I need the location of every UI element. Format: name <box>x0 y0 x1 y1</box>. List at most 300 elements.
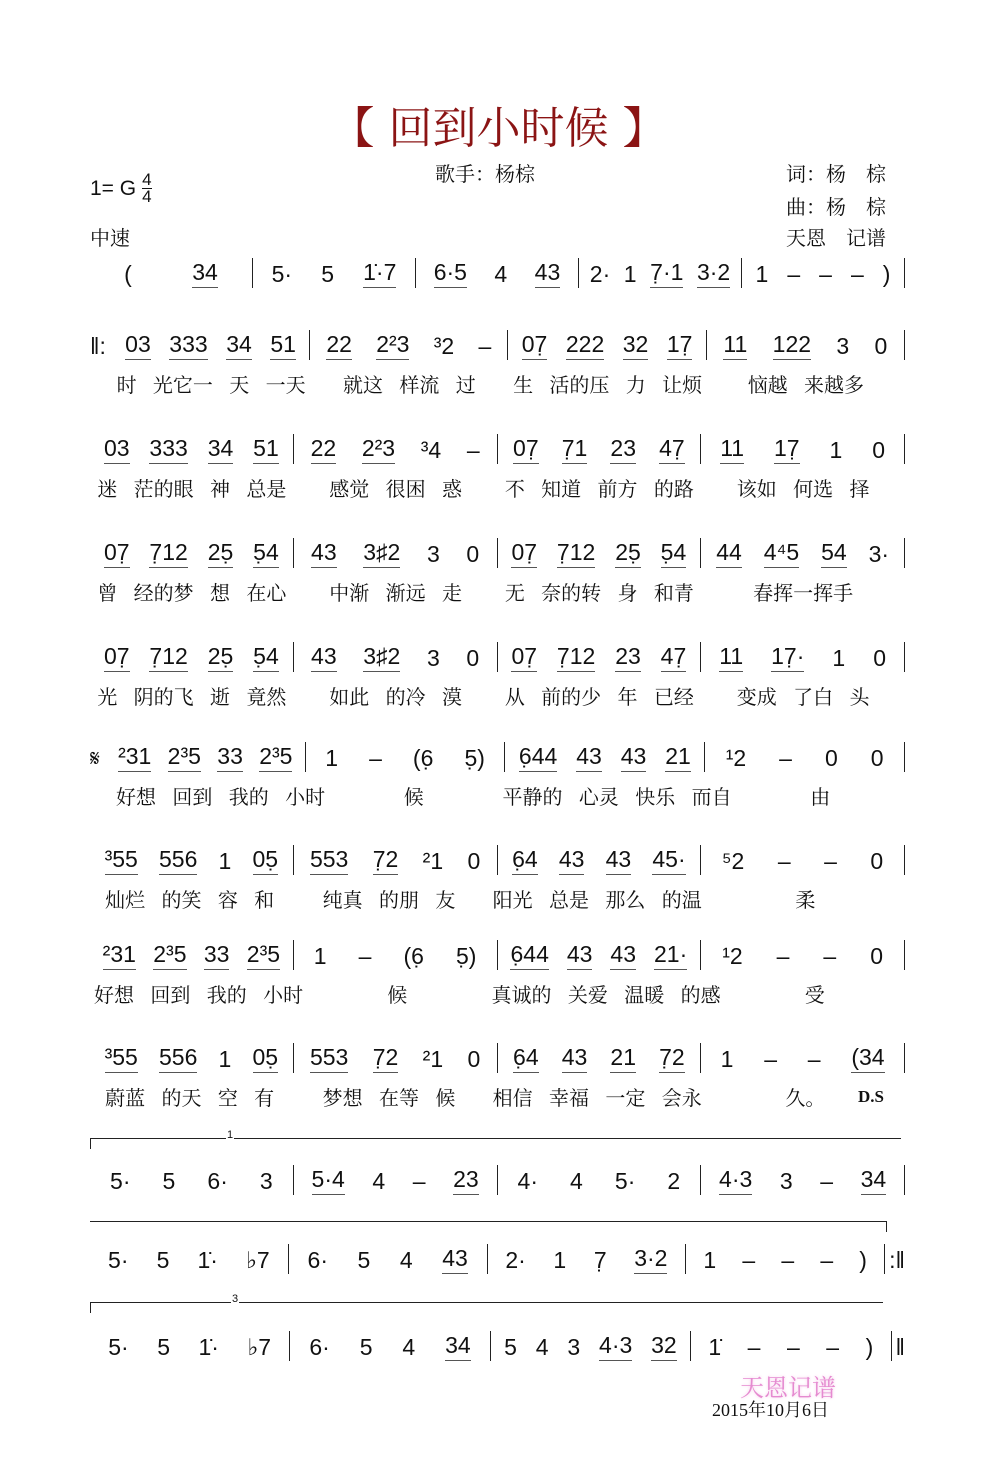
lyric-text: 中渐 渐远 走 <box>329 581 462 605</box>
note: 5 <box>357 1247 371 1273</box>
volta-bracket-3 <box>90 1293 883 1313</box>
staff-line <box>90 1244 905 1274</box>
measure <box>691 1331 891 1361</box>
staff-line <box>90 940 905 1008</box>
note: 1̇ <box>708 1334 722 1360</box>
note: 1̇· <box>198 1334 219 1360</box>
note: 1 <box>325 745 338 771</box>
note: 32 <box>651 1332 677 1361</box>
lyric-text: 如此 的冷 漠 <box>329 685 462 709</box>
note: 07̣ <box>511 539 537 568</box>
note: 44 <box>716 539 742 568</box>
note: 2³5 <box>153 941 186 970</box>
note: 5· <box>271 261 293 287</box>
measure <box>90 940 294 970</box>
note: 2³5 <box>247 941 280 970</box>
note: 1 <box>218 848 232 874</box>
lyric-text: 真诚的 关爱 温暖 的感 <box>491 983 721 1007</box>
measure <box>290 1331 490 1361</box>
note: 3 <box>259 1168 273 1194</box>
measure <box>701 642 905 672</box>
note: 07̣ <box>104 643 130 672</box>
lyric-measure <box>498 578 702 606</box>
note: 07̣ <box>511 643 537 672</box>
lyric-text: 感觉 很困 惑 <box>329 477 462 501</box>
measure <box>294 642 498 672</box>
notation-row <box>90 845 905 875</box>
note: 5 <box>504 1334 517 1360</box>
note: 7̣12 <box>557 643 595 672</box>
lyric-measure <box>701 682 905 710</box>
measure <box>90 538 294 568</box>
note: 43 <box>576 743 602 772</box>
note: 1 <box>832 645 846 671</box>
note: ⁵2 <box>722 848 745 874</box>
measure <box>701 940 905 970</box>
lyric-text: 相信 幸福 一定 会永 <box>492 1086 702 1110</box>
lyric-text: 好想 回到 我的 小时 <box>94 983 304 1007</box>
measure <box>294 1165 498 1195</box>
note: 22 <box>326 331 352 360</box>
note: 5̣4 <box>253 539 279 568</box>
note: 0 <box>870 745 884 771</box>
note: 5̣) <box>464 745 485 771</box>
note: 6· <box>207 1168 228 1194</box>
note: 4 <box>570 1168 583 1194</box>
note: 5̣) <box>456 943 477 969</box>
note: ³55 <box>105 846 138 875</box>
note: 43 <box>442 1245 468 1274</box>
measure <box>498 538 702 568</box>
staff-line <box>90 845 905 913</box>
note: 556 <box>159 846 197 875</box>
note: – <box>478 333 492 359</box>
lyric-measure <box>725 980 905 1008</box>
note: 0 <box>870 943 883 969</box>
staff-line <box>90 1043 905 1111</box>
lyric-measure <box>289 885 488 913</box>
watermark: 天恩记谱 <box>740 1374 836 1402</box>
measure <box>498 1043 702 1073</box>
lyric-text: 阳光 总是 那么 的温 <box>492 888 702 912</box>
notation-row <box>90 538 905 568</box>
note: (6̣ <box>412 745 434 771</box>
lyric-measure <box>310 370 508 398</box>
note: 7̣12 <box>149 539 187 568</box>
note: 4 <box>372 1168 386 1194</box>
measure <box>701 538 905 568</box>
lyric-measure <box>701 474 905 502</box>
lyric-text: 变成 了白 头 <box>736 685 870 709</box>
note: 4·3 <box>719 1166 752 1195</box>
note: ( <box>124 261 132 287</box>
note: 4 <box>494 261 508 287</box>
measure <box>90 642 294 672</box>
note: 7̣1 <box>562 435 588 464</box>
note: 0 <box>466 541 480 567</box>
notation-row <box>90 434 905 464</box>
note: 43 <box>606 846 632 875</box>
measure <box>498 940 702 970</box>
notation-row <box>90 940 905 970</box>
lyric-text: 好想 回到 我的 小时 <box>116 785 326 809</box>
note: 5· <box>110 1168 131 1194</box>
lyric-measure <box>329 782 498 810</box>
lyric-measure <box>90 578 294 606</box>
time-bottom: 4 <box>142 187 152 206</box>
note: 6̣4 <box>513 1044 539 1073</box>
note: ³2 <box>433 333 455 359</box>
measure <box>498 642 702 672</box>
time-signature <box>142 172 151 205</box>
lyrics-row <box>90 885 905 913</box>
lyric-measure <box>707 370 905 398</box>
note: ¹2 <box>725 745 747 771</box>
note: 222 <box>566 331 604 360</box>
note: 5· <box>614 1168 636 1194</box>
lyric-text: 从 前的少 年 已经 <box>504 685 694 709</box>
lyric-measure <box>112 370 310 398</box>
note: – <box>823 943 837 969</box>
note: 0 <box>870 848 884 874</box>
note: 23 <box>453 1166 479 1195</box>
note: ♭7 <box>247 1334 272 1360</box>
lyric-text: 时 光它一 天 一天 <box>116 373 306 397</box>
measure <box>112 330 310 360</box>
measure <box>498 845 702 875</box>
note: ²1 <box>422 848 444 874</box>
lyric-measure <box>294 682 498 710</box>
lyric-text: 就这 样流 过 <box>343 373 476 397</box>
lyric-text: 无 奈的转 身 和青 <box>504 581 694 605</box>
note: 1 <box>829 437 843 463</box>
note: 17̣ <box>667 331 693 360</box>
note: – <box>787 261 801 287</box>
note: 33 <box>217 743 243 772</box>
note: – <box>412 1168 426 1194</box>
measure <box>90 258 253 288</box>
lyric-measure <box>90 682 294 710</box>
measure <box>701 1043 905 1073</box>
measure <box>707 330 905 360</box>
note: – <box>779 745 792 771</box>
lyrics-row <box>90 578 905 606</box>
note: 7̣·1 <box>650 259 683 288</box>
lyric-measure <box>509 370 707 398</box>
repeat-start-sign: 𝄋 <box>90 745 100 771</box>
note: 7̣2 <box>659 1044 685 1073</box>
note: – <box>764 1046 777 1072</box>
note: 1 <box>553 1247 567 1273</box>
lyric-measure <box>307 980 487 1008</box>
note: 34 <box>445 1332 471 1361</box>
staff-line <box>90 1331 905 1361</box>
key: 1= G <box>90 176 137 200</box>
measure <box>294 1043 498 1073</box>
note: 51 <box>253 435 279 464</box>
note: 333 <box>149 435 187 464</box>
note: – <box>466 437 480 463</box>
note: 43 <box>567 941 593 970</box>
note: ²31 <box>103 941 136 970</box>
lyric-text: 生 活的压 力 让烦 <box>513 373 703 397</box>
lyric-measure <box>498 682 702 710</box>
note: – <box>819 261 832 287</box>
lyric-text: 春挥一挥手 <box>753 581 854 605</box>
note: 4⁴5 <box>764 539 799 568</box>
note: 0 <box>872 437 885 463</box>
note: 5 <box>359 1334 373 1360</box>
measure <box>90 1043 294 1073</box>
note: 5̣4 <box>253 643 279 672</box>
lyric-text: 候 <box>387 983 408 1007</box>
note: 25̣ <box>615 539 641 568</box>
lyric-text: 柔 <box>795 888 816 912</box>
note: 2³5 <box>168 743 201 772</box>
measure <box>310 330 508 360</box>
note: 1 <box>218 1046 232 1072</box>
note: 11 <box>720 435 744 464</box>
note: 5· <box>108 1247 129 1273</box>
note: 23 <box>610 435 636 464</box>
note: 1̇· <box>197 1247 218 1273</box>
staff-line <box>90 258 905 288</box>
measure <box>90 845 294 875</box>
repeat-start-sign: ‖: <box>90 333 106 359</box>
notation-row <box>90 1331 905 1361</box>
composer: 曲：杨 棕 <box>786 197 886 219</box>
note: 11 <box>719 643 743 672</box>
note: 1 <box>623 261 637 287</box>
staff-line <box>90 1165 905 1195</box>
note: 5 <box>162 1168 176 1194</box>
lyric-text: 灿烂 的笑 容 和 <box>105 888 275 912</box>
volta-bracket-1 <box>90 1129 901 1149</box>
note: (34 <box>851 1044 884 1073</box>
notation-row <box>90 1244 905 1274</box>
note: 33 <box>204 941 230 970</box>
note: 21 <box>665 743 691 772</box>
measure <box>579 258 742 288</box>
note: 4·3 <box>599 1332 632 1361</box>
note: 03 <box>125 331 151 360</box>
measure <box>508 330 706 360</box>
note: 333 <box>169 331 207 360</box>
note: 03 <box>104 435 130 464</box>
note: ) <box>865 1334 874 1360</box>
note: – <box>747 1334 761 1360</box>
measure <box>90 1244 289 1274</box>
note: 2²3 <box>362 435 395 464</box>
key-signature <box>90 172 152 205</box>
note: 3 <box>426 645 440 671</box>
note: 3·2 <box>634 1245 667 1274</box>
lyric-text: 梦想 在等 候 <box>322 1086 456 1110</box>
note: 6̣44 <box>519 743 557 772</box>
note: 22 <box>311 435 337 464</box>
note: – <box>826 1334 840 1360</box>
note: – <box>786 1334 800 1360</box>
note: 2· <box>505 1247 526 1273</box>
notation-row <box>90 742 905 772</box>
note: 7̣12 <box>149 643 187 672</box>
note: 0 <box>467 1046 481 1072</box>
note: 21 <box>610 1044 636 1073</box>
note: 7̣12 <box>557 539 595 568</box>
note: 2 <box>667 1168 681 1194</box>
staff-line <box>90 538 905 606</box>
note: 6̣4 <box>512 846 538 875</box>
lyric-measure <box>294 578 498 606</box>
note: 34 <box>226 331 252 360</box>
measure <box>294 845 498 875</box>
measure <box>705 742 905 772</box>
note: – <box>781 1247 795 1273</box>
note: 17̣· <box>771 643 804 672</box>
lyrics-row <box>90 474 905 502</box>
note: 6̣44 <box>510 941 548 970</box>
note: – <box>807 1046 821 1072</box>
lyric-measure <box>90 474 294 502</box>
lyrics-row <box>90 370 905 398</box>
lyrics-row <box>90 682 905 710</box>
measure <box>742 258 905 288</box>
lyric-text: 受 <box>804 983 825 1007</box>
note: 05̣ <box>253 1044 279 1073</box>
note: ²1 <box>422 1046 444 1072</box>
note: 7̣2 <box>373 1044 399 1073</box>
tempo: 中速 <box>90 228 130 250</box>
measure <box>90 434 294 464</box>
note: 556 <box>159 1044 197 1073</box>
note: 0 <box>466 645 480 671</box>
note: 5·4 <box>312 1166 345 1195</box>
volta-number: 1 <box>227 1129 234 1141</box>
measure <box>505 742 705 772</box>
notation-row <box>90 258 905 288</box>
lyric-text: 蔚蓝 的天 空 有 <box>105 1086 275 1110</box>
measure <box>90 1165 294 1195</box>
date: 2015年10月6日 <box>712 1400 829 1420</box>
measure <box>498 1165 702 1195</box>
note: 1 <box>313 943 327 969</box>
note: 54 <box>821 539 847 568</box>
note: 122 <box>773 331 811 360</box>
note: 21· <box>654 941 687 970</box>
measure <box>90 1331 290 1361</box>
measure <box>253 258 416 288</box>
note: 34 <box>208 435 234 464</box>
note: – <box>820 1168 834 1194</box>
note: 3 <box>567 1334 581 1360</box>
note: – <box>820 1247 834 1273</box>
lyric-text: 迷 茫的眼 神 总是 <box>97 477 287 501</box>
note: ³55 <box>105 1044 138 1073</box>
note: 43 <box>559 846 585 875</box>
note: 4· <box>517 1168 538 1194</box>
lyric-measure <box>706 885 905 913</box>
measure <box>701 1165 905 1195</box>
note: 34 <box>192 259 218 288</box>
note: 2³5 <box>259 743 292 772</box>
note: 43 <box>535 259 561 288</box>
note: – <box>369 745 382 771</box>
lyric-text: 久。 <box>785 1086 826 1110</box>
note: 43 <box>610 941 636 970</box>
note: 43 <box>311 643 337 672</box>
end-barline: :‖ <box>889 1247 906 1273</box>
lyric-measure <box>489 885 706 913</box>
lyric-measure <box>489 1083 706 1111</box>
lyric-measure <box>289 1083 488 1111</box>
lyric-measure <box>90 980 307 1008</box>
note: 43 <box>621 743 647 772</box>
lyric-measure <box>112 782 329 810</box>
lyric-text: 纯真 的朋 友 <box>322 888 456 912</box>
note: 4 <box>535 1334 549 1360</box>
note: 7̣2 <box>373 846 399 875</box>
note: 51 <box>270 331 296 360</box>
measure <box>701 434 905 464</box>
note: ) <box>882 261 891 287</box>
measure <box>294 940 498 970</box>
note: 17̣ <box>774 435 800 464</box>
staff-line <box>90 742 905 810</box>
note: 3·2 <box>697 259 730 288</box>
note: – <box>358 943 372 969</box>
note: 25̣ <box>208 643 234 672</box>
note: 553 <box>310 846 348 875</box>
note: – <box>742 1247 756 1273</box>
lyrics-row <box>90 980 905 1008</box>
note: 4 <box>402 1334 416 1360</box>
lyric-measure <box>498 474 702 502</box>
lyrics-row <box>90 782 905 810</box>
note: (6̣ <box>403 943 424 969</box>
note: – <box>850 261 864 287</box>
lyrics-row <box>90 1083 905 1111</box>
notation-row <box>90 1043 905 1073</box>
staff-line <box>90 330 905 398</box>
measure <box>289 1244 488 1274</box>
note: 47̣ <box>661 643 687 672</box>
note: 3 <box>426 541 440 567</box>
note: 1 <box>720 1046 734 1072</box>
note: 2²3 <box>376 331 409 360</box>
note: 11 <box>723 331 747 360</box>
measure <box>294 434 498 464</box>
note: 34 <box>861 1166 887 1195</box>
lyric-text: 恼越 来越多 <box>747 373 865 397</box>
note: 3 <box>836 333 850 359</box>
measure <box>106 742 306 772</box>
note: 4 <box>399 1247 413 1273</box>
lyric-measure <box>488 980 725 1008</box>
notation-row <box>90 642 905 672</box>
note: 5̣4 <box>661 539 687 568</box>
measure <box>498 434 702 464</box>
volta-number: 3 <box>232 1293 239 1305</box>
lyric-measure <box>90 885 289 913</box>
note: ♭7 <box>246 1247 270 1273</box>
note: – <box>824 848 837 874</box>
volta-bracket-2 <box>90 1221 887 1232</box>
end-barline: ‖ <box>895 1334 906 1360</box>
song-title: 【 回到小时候 】 <box>330 103 667 154</box>
note: 2· <box>589 261 611 287</box>
note: 0 <box>873 645 886 671</box>
measure <box>294 538 498 568</box>
